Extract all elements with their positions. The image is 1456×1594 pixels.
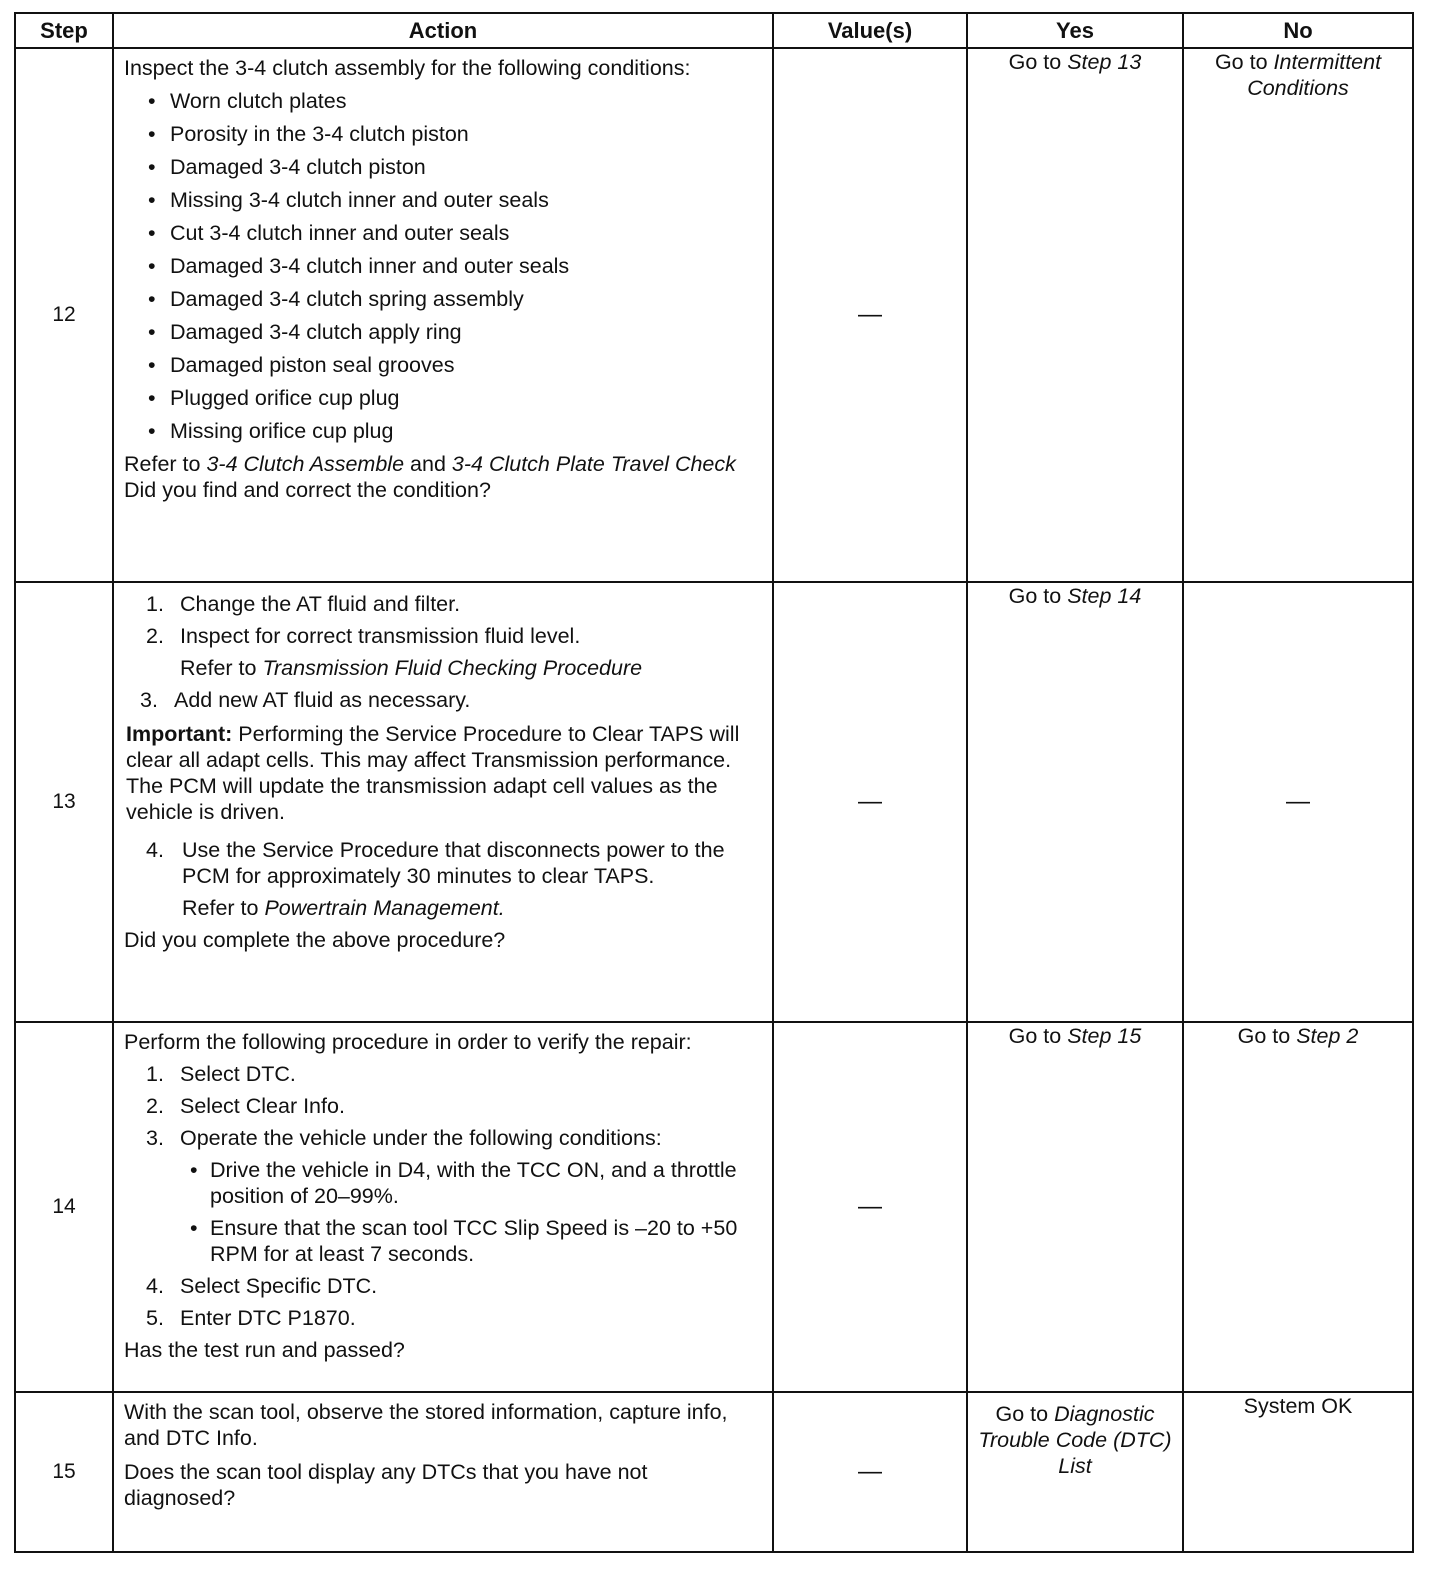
refer-link[interactable]: 3-4 Clutch Plate Travel Check	[451, 452, 736, 476]
list-item: • Missing orifice cup plug	[146, 418, 762, 444]
refer-link[interactable]: Transmission Fluid Checking Procedure	[262, 656, 643, 680]
list-item: • Missing 3-4 clutch inner and outer seals	[146, 187, 762, 213]
no-link[interactable]: Intermittent Conditions	[1247, 50, 1382, 100]
value-cell: —	[773, 1392, 967, 1552]
list-item: • Drive the vehicle in D4, with the TCC ON, and a throttle position of 20–99%.	[188, 1157, 762, 1209]
table-row-step-15	[15, 1392, 1413, 1552]
yes-cell: Go to Step 15	[967, 1022, 1183, 1392]
header-action: Action	[113, 13, 773, 48]
list-item: • Damaged 3-4 clutch apply ring	[146, 319, 762, 345]
header-yes: Yes	[967, 13, 1183, 48]
table-row-step-13	[15, 582, 1413, 1022]
list-item: 3. Add new AT fluid as necessary.	[140, 688, 471, 712]
yes-link[interactable]: Step 14	[1067, 584, 1142, 608]
system-ok: System OK	[1243, 1394, 1353, 1418]
list-item: 2. Select Clear Info.	[146, 1094, 345, 1118]
value-cell: —	[773, 48, 967, 582]
condition-list	[124, 81, 762, 451]
question: Does the scan tool display any DTCs that you have not diagnosed?	[124, 1460, 648, 1510]
step-number: 13	[15, 582, 113, 1022]
list-item: • Damaged 3-4 clutch inner and outer seals	[146, 253, 762, 279]
yes-cell: Go to Step 14	[967, 582, 1183, 1022]
question: Did you find and correct the condition?	[124, 478, 491, 502]
list-item: • Porosity in the 3-4 clutch piston	[146, 121, 762, 147]
yes-link[interactable]: Step 15	[1067, 1024, 1142, 1048]
header-values: Value(s)	[773, 13, 967, 48]
list-item: • Plugged orifice cup plug	[146, 385, 762, 411]
list-item: 4. Select Specific DTC.	[146, 1274, 378, 1298]
list-item: • Cut 3-4 clutch inner and outer seals	[146, 220, 762, 246]
refer-link[interactable]: 3-4 Clutch Assemble	[206, 452, 405, 476]
table-row-step-14	[15, 1022, 1413, 1392]
list-item: • Worn clutch plates	[146, 88, 762, 114]
list-item: 1. Change the AT fluid and filter.	[146, 592, 461, 616]
action-text: With the scan tool, observe the stored information, capture info, and DTC Info.	[124, 1400, 728, 1450]
no-cell	[1183, 1392, 1413, 1552]
list-item: 4. Use the Service Procedure that disconnects power to the PCM for approximately 30 minutes to clear TAPS. Refer to Powertrain Management.	[146, 838, 725, 920]
important-note: Important: Performing the Service Procedure to Clear TAPS will clear all adapt cells. This may affect Transmission performance. The PCM will update the transmission adapt cell values as the vehicle is driven.	[126, 722, 740, 824]
refer-text: Refer to 3-4 Clutch Assemble and 3-4 Clutch Plate Travel Check	[124, 452, 736, 476]
procedure-list	[124, 831, 762, 927]
action-cell	[113, 1392, 773, 1552]
action-intro: Perform the following procedure in order to verify the repair:	[124, 1030, 692, 1054]
no-cell: Go to Intermittent Conditions	[1183, 48, 1413, 582]
procedure-list	[124, 585, 762, 719]
list-item: 3. Operate the vehicle under the following conditions: • Drive the vehicle in D4, with the TCC ON, and a throttle position of 20–99%. • Ensure that the scan tool TCC Slip Speed is –20 to +50 RPM for at least 7 seconds.	[124, 1125, 762, 1267]
no-cell: Go to Step 2	[1183, 1022, 1413, 1392]
no-link[interactable]: Step 2	[1296, 1024, 1359, 1048]
value-cell: —	[773, 1022, 967, 1392]
yes-link[interactable]: Diagnostic Trouble Code (DTC) List	[978, 1402, 1172, 1478]
question: Did you complete the above procedure?	[124, 928, 506, 952]
yes-cell: Go to Step 13	[967, 48, 1183, 582]
list-item: • Damaged 3-4 clutch piston	[146, 154, 762, 180]
yes-cell: Go to Diagnostic Trouble Code (DTC) List	[967, 1392, 1183, 1552]
diagnostic-table	[14, 12, 1414, 1553]
header-no: No	[1183, 13, 1413, 48]
refer-link[interactable]: Powertrain Management.	[264, 896, 505, 920]
list-item: • Damaged piston seal grooves	[146, 352, 762, 378]
step-number: 14	[15, 1022, 113, 1392]
action-cell	[113, 48, 773, 582]
step-number: 12	[15, 48, 113, 582]
action-cell	[113, 1022, 773, 1392]
yes-link[interactable]: Step 13	[1067, 50, 1142, 74]
value-cell: —	[773, 582, 967, 1022]
important-label: Important:	[126, 722, 233, 746]
action-intro: Inspect the 3-4 clutch assembly for the following conditions:	[124, 56, 691, 80]
list-item: • Damaged 3-4 clutch spring assembly	[146, 286, 762, 312]
header-step: Step	[15, 13, 113, 48]
list-item: 1. Select DTC.	[146, 1062, 296, 1086]
no-cell: —	[1183, 582, 1413, 1022]
procedure-list	[124, 1055, 762, 1337]
sub-condition-list	[180, 1157, 762, 1267]
table-row-step-12	[15, 48, 1413, 582]
list-item: 5. Enter DTC P1870.	[146, 1306, 356, 1330]
action-cell	[113, 582, 773, 1022]
list-item: • Ensure that the scan tool TCC Slip Speed is –20 to +50 RPM for at least 7 seconds.	[188, 1215, 762, 1267]
step-number: 15	[15, 1392, 113, 1552]
header-row	[15, 13, 1413, 48]
list-item: 2. Inspect for correct transmission fluid level. Refer to Transmission Fluid Checking Procedure	[146, 624, 643, 680]
question: Has the test run and passed?	[124, 1338, 405, 1362]
